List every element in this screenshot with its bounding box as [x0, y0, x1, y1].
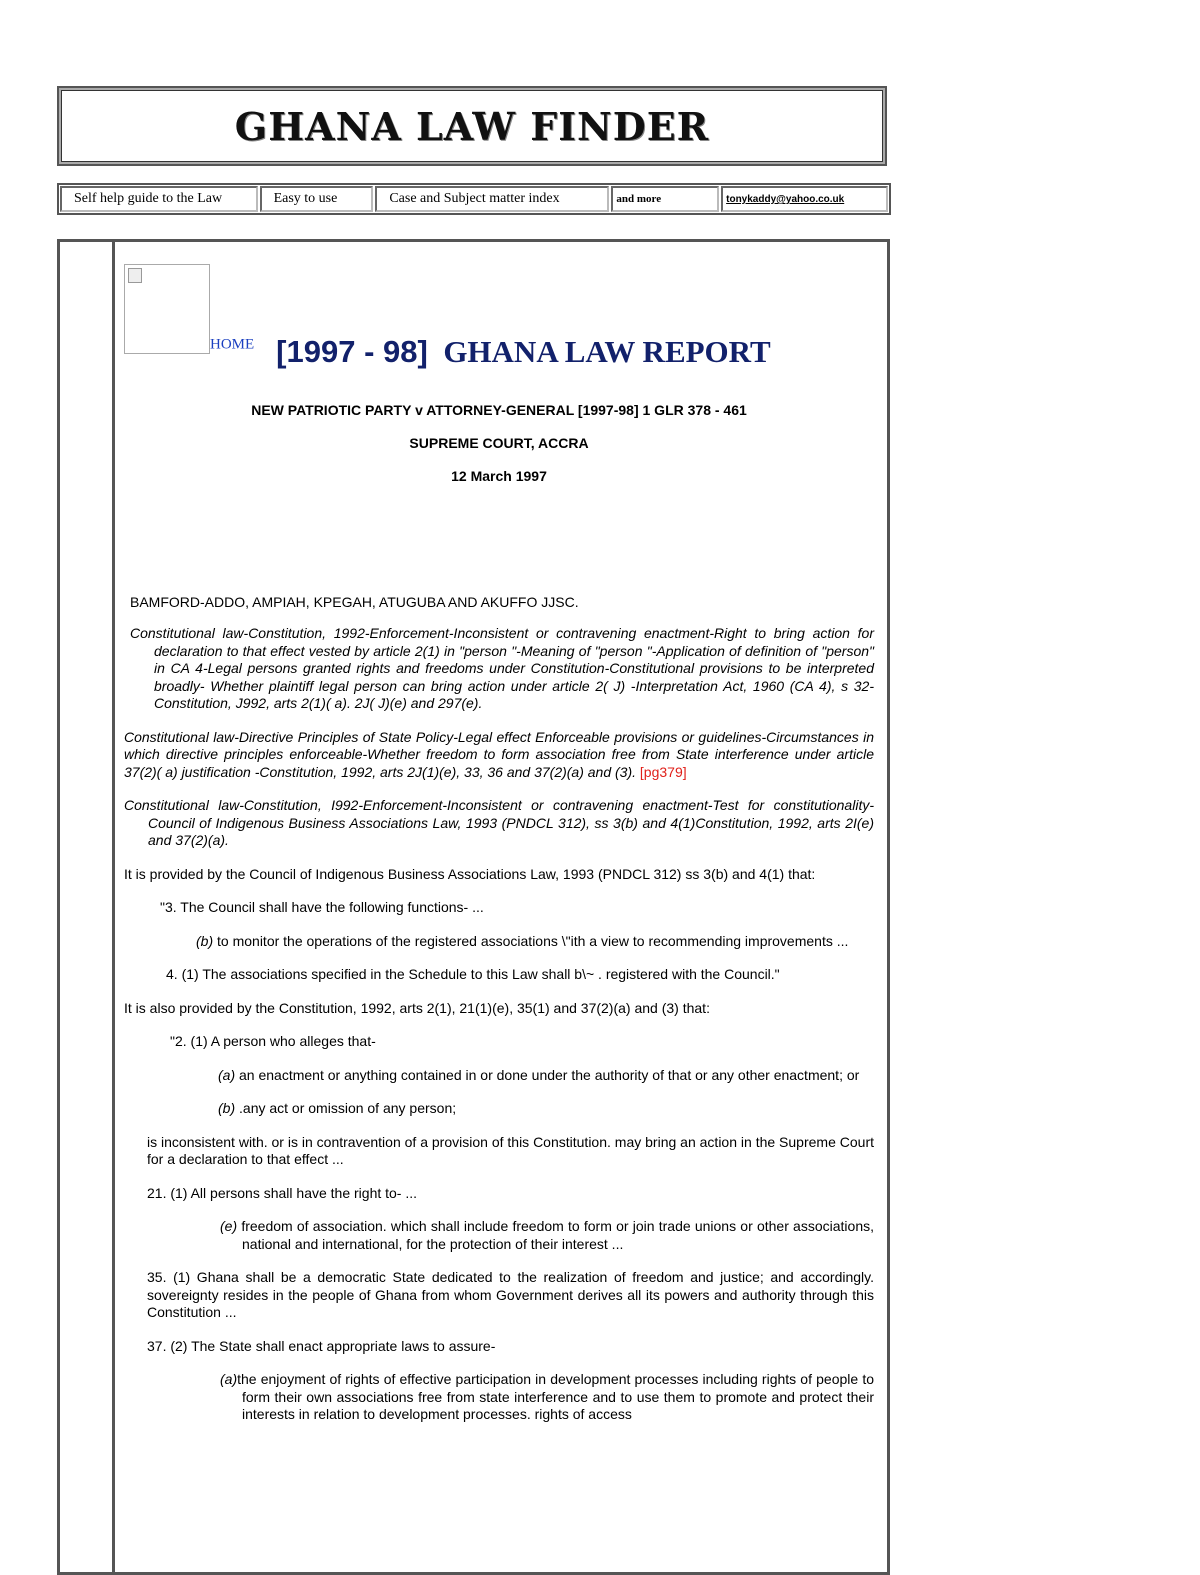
quote: is inconsistent with. or is in contravention of a provision of this Constitution. may bring an action in the Supreme Court for a declaration to that effect ...: [147, 1133, 874, 1167]
nav-easy[interactable]: Easy to use: [260, 186, 374, 212]
label: (a): [220, 1371, 238, 1387]
report-year: [1997 - 98]: [276, 333, 428, 369]
left-column: [60, 242, 115, 1572]
main-content: [124, 264, 874, 1440]
paragraph: It is also provided by the Constitution, 1992, arts 2(1), 21(1)(e), 35(1) and 37(2)(a) and (3) that:: [124, 999, 710, 1016]
headnote: Constitutional law-Constitution, 1992-Enforcement-Inconsistent or contravening enactment-Right to bring action for declaration to that effect vested by article 2(1) in "person "-Meaning of "person "-Application of definition of "person" in CA 4-Legal persons granted rights and freedoms under Constitution-Constitutional provisions to be interpreted broadly- Whether plaintiff legal person can bring action under article 2( J) -Interpretation Act, 1960 (CA 4), s 32-Constitution, J992, arts 2(1)( a). 2J( J)(e) and 297(e).: [130, 625, 874, 711]
nav-index[interactable]: Case and Subject matter index: [375, 186, 609, 212]
headnote: Constitutional law-Constitution, I992-Enforcement-Inconsistent or contravening enactment-Test for constitutionality-Council of Indigenous Business Associations Law, 1993 (PNDCL 312), ss 3(b) and 4(1)Constitution, 1992, arts 2I(e) and 37(2)(a).: [124, 797, 874, 848]
quote: to monitor the operations of the registered associations \"ith a view to recommending improvements ...: [213, 932, 849, 949]
home-link[interactable]: HOME: [210, 336, 255, 353]
nav-bar: [57, 183, 891, 215]
court: SUPREME COURT, ACCRA: [409, 434, 589, 451]
page-marker: [pg379]: [639, 763, 687, 780]
quote: 35. (1) Ghana shall be a democratic State dedicated to the realization of freedom and justice; and accordingly. sovereignty resides in the people of Ghana from whom Government derives all its powers and authority through this Constitution ...: [147, 1269, 874, 1320]
site-title: GHANA LAW FINDER: [234, 103, 710, 149]
date: 12 March 1997: [451, 468, 547, 484]
label: (b): [218, 1100, 236, 1116]
report-title: GHANA LAW REPORT: [443, 333, 771, 369]
paragraph: It is provided by the Council of Indigenous Business Associations Law, 1993 (PNDCL 312) ss 3(b) and 4(1) that:: [124, 865, 816, 882]
label: (a): [218, 1066, 236, 1083]
label: (e): [220, 1218, 238, 1234]
label: (b): [196, 932, 214, 949]
quote: .any act or omission of any person;: [235, 1100, 457, 1116]
content-frame: [57, 239, 890, 1575]
nav-self-help[interactable]: Self help guide to the Law: [60, 186, 258, 212]
headnote: Constitutional law-Directive Principles of State Policy-Legal effect Enforceable provisions or guidelines-Circumstances in which directive principles enforceable-Whether freedom to form association free from State interference under article 37(2)( a) justification -Constitution, 1992, arts 2J(1)(e), 33, 36 and 37(2)(a) and (3).: [124, 728, 874, 780]
site-header: [57, 86, 887, 166]
nav-more[interactable]: and more: [611, 186, 719, 212]
email-link[interactable]: tonykaddy@yahoo.co.uk: [726, 194, 845, 205]
quote: 4. (1) The associations specified in the Schedule to this Law shall b\~ . registered with the Council.": [166, 966, 780, 982]
quote: "2. (1) A person who alleges that-: [170, 1033, 376, 1049]
broken-image-icon: [124, 264, 210, 354]
case-name: NEW PATRIOTIC PARTY v ATTORNEY-GENERAL [1997-98] 1 GLR 378 - 461: [251, 402, 747, 418]
quote: "3. The Council shall have the following functions- ...: [160, 899, 484, 915]
quote: the enjoyment of rights of effective participation in development processes including rights of people to form their own associations free from state interference and to use them to promote and protect their interests in relation to development processes. rights of access: [237, 1371, 874, 1422]
quote: 37. (2) The State shall enact appropriate laws to assure-: [147, 1337, 496, 1354]
judges: BAMFORD-ADDO, AMPIAH, KPEGAH, ATUGUBA AND AKUFFO JJSC.: [130, 593, 579, 610]
quote: 21. (1) All persons shall have the right to- ...: [147, 1184, 418, 1201]
quote: an enactment or anything contained in or done under the authority of that or any other enactment; or: [235, 1066, 860, 1083]
quote: freedom of association. which shall include freedom to form or join trade unions or other associations, national and international, for the protection of their interest ...: [237, 1218, 874, 1252]
